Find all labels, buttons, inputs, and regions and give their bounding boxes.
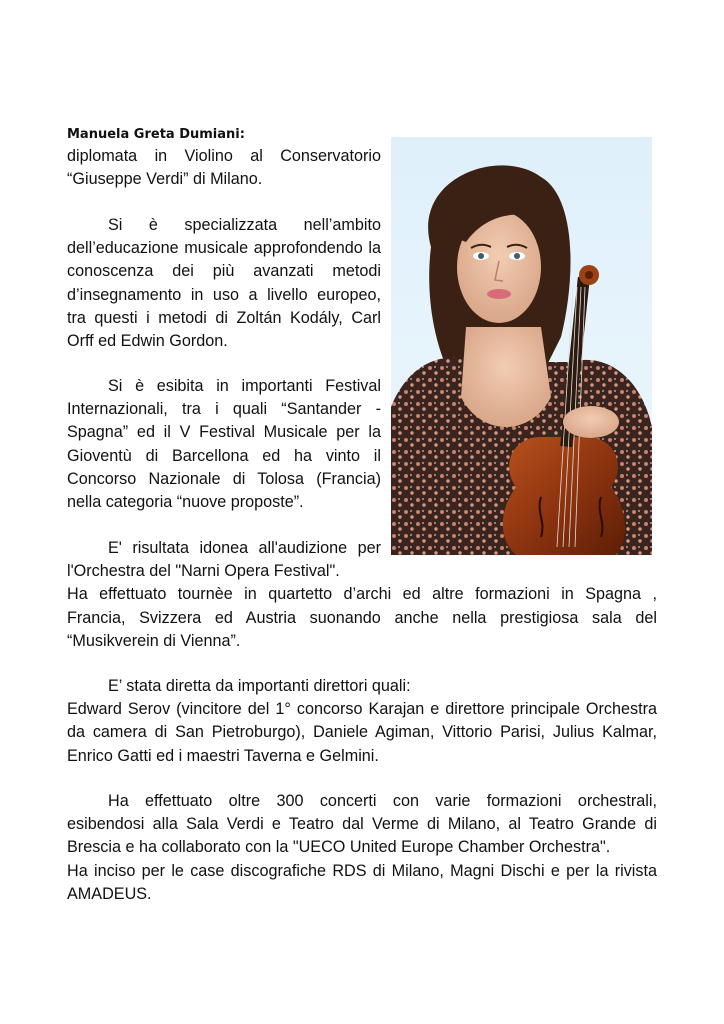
text-line: dell’educazione musicale approfondendo la (67, 239, 381, 258)
text-line: AMADEUS. (67, 884, 152, 903)
text-line: Edward Serov (vincitore del 1° concorso Karajan e direttore principale Orchestra (67, 700, 657, 719)
text-line: E' risultata idonea all'audizione per (108, 539, 381, 557)
text-line: E’ stata diretta da importanti direttori quali: (108, 677, 411, 695)
text-line: nella categoria “nuove proposte”. (67, 492, 304, 511)
text-line: Si è esibita in importanti Festival (108, 377, 381, 395)
text-line: Ha effettuato tournèe in quartetto d’archi ed altre formazioni in Spagna , (67, 585, 657, 604)
text-line: esibendosi alla Sala Verdi e Teatro dal Verme di Milano, al Teatro Grande di (67, 815, 657, 834)
text-line: Si è specializzata nell’ambito (108, 216, 381, 234)
text-line: “Musikverein di Vienna”. (67, 631, 241, 650)
text-line: Internazionali, tra i quali “Santander - (67, 400, 381, 419)
paragraph-diploma (67, 145, 381, 191)
text-line: d’insegnamento in uso a livello europeo, (67, 285, 381, 304)
text-line: Orff ed Edwin Gordon. (67, 331, 228, 350)
text-line: diplomata in Violino al Conservatorio (67, 147, 381, 165)
text-line: Ha inciso per le case discografiche RDS di Milano, Magni Dischi e per la rivista (67, 861, 657, 880)
text-line: da camera di San Pietroburgo), Daniele Agiman, Vittorio Parisi, Julius Kalmar, (67, 723, 657, 742)
text-line: tra questi i metodi di Zoltán Kodály, Carl (67, 308, 381, 327)
violinist-portrait-icon (391, 137, 652, 555)
text-line: Enrico Gatti ed i maestri Taverna e Gelmini. (67, 746, 379, 765)
text-line: Gioventù di Barcellona ed ha vinto il (67, 446, 381, 465)
text-line: l'Orchestra del "Narni Opera Festival". (67, 562, 340, 581)
paragraph-concerts (67, 790, 657, 906)
text-line: Brescia e ha collaborato con la "UECO United Europe Chamber Orchestra". (67, 838, 611, 857)
text-line: Ha effettuato oltre 300 concerti con varie formazioni orchestrali, (108, 792, 657, 810)
paragraph-conductors (67, 675, 657, 768)
portrait-photo (391, 137, 652, 555)
text-line: “Giuseppe Verdi” di Milano. (67, 170, 263, 189)
heading-name: Manuela Greta Dumiani: (67, 127, 245, 142)
text-line: Concorso Nazionale di Tolosa (Francia) (67, 469, 381, 488)
paragraph-festivals (67, 375, 381, 514)
text-line: Spagna” ed il V Festival Musicale per la (67, 423, 381, 442)
text-line: Francia, Svizzera ed Austria suonando anche nella prestigiosa sala del (67, 608, 657, 627)
paragraph-specialization (67, 214, 381, 353)
text-line: conoscenza dei più avanzati metodi (67, 262, 381, 281)
